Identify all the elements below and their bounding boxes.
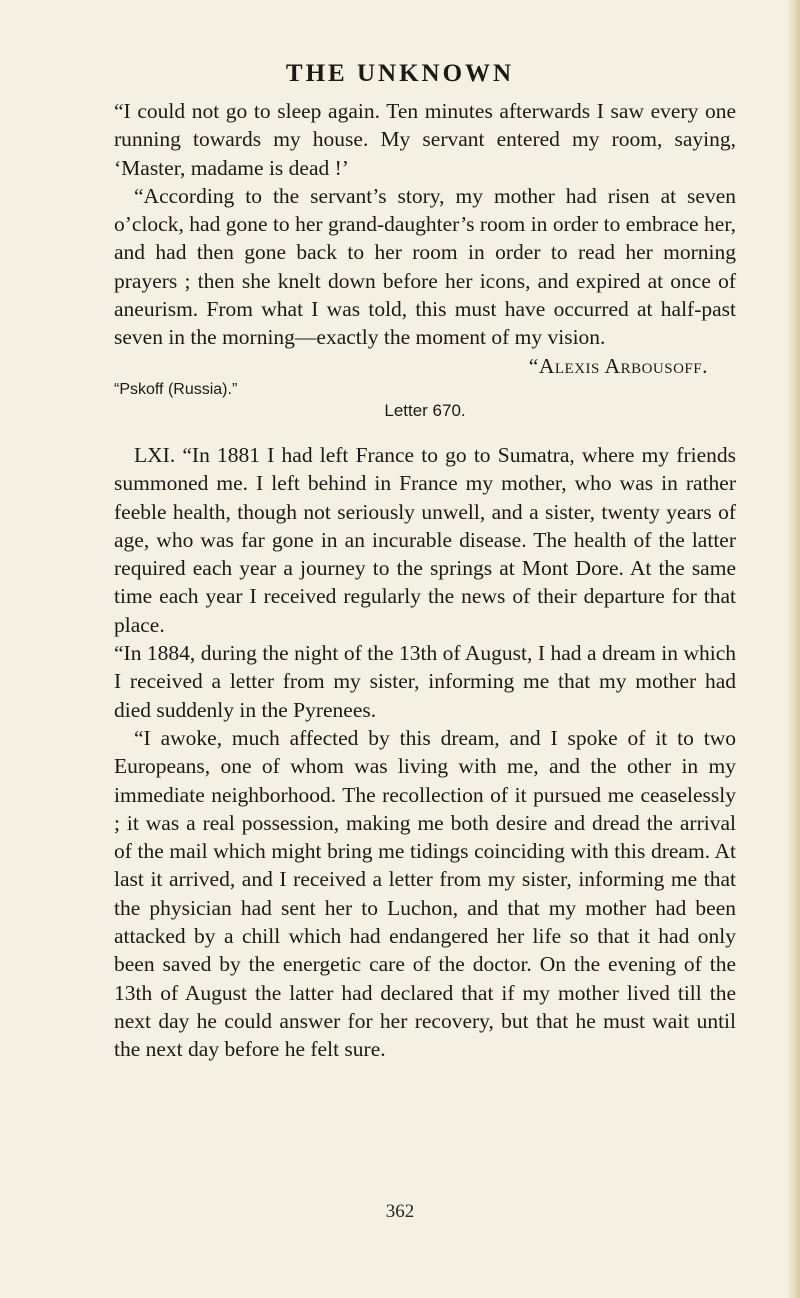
running-header: THE UNKNOWN bbox=[285, 60, 515, 87]
paragraph-1: “I could not go to sleep again. Ten minutes afterwards I saw every one running towards my house. My servant entered my room, saying, ‘Master, madame is dead !’ bbox=[114, 99, 736, 180]
paragraph-4: “In 1884, during the night of the 13th of August, I had a dream in which I received a letter from my sister, informing me that my mother had died suddenly in the Pyrenees. bbox=[114, 641, 736, 722]
paragraph-2: “According to the servant’s story, my mother had risen at seven o’clock, had gone to her grand-daughter’s room in order to embrace her, and had then gone back to her room in order to read her morning prayers ; then she knelt down before her icons, and expired at once of aneurism. From what I was told, this must have occurred at half-past seven in the morning—exactly the moment of my vision. bbox=[114, 183, 736, 350]
letter-number-label: Letter 670. bbox=[384, 400, 466, 420]
paragraph-3: LXI. “In 1881 I had left France to go to Sumatra, where my friends summoned me. I left behind in France my mother, who was in rather feeble health, though not seriously unwell, and a sister, twenty years of age, who was far gone in an incurable disease. The health of the latter required each year a journey to the springs at Mont Dore. At the same time each year I received regularly the news of their departure for that place. bbox=[114, 442, 736, 637]
paragraph-5: “I awoke, much affected by this dream, and I spoke of it to two Europeans, one of whom was living with me, and the other in my immediate neighborhood. The recollection of it pursued me ceaselessly ; it was a real possession, making me both desire and dread the arrival of the mail which might bring me tidings coinciding with this dream. At last it arrived, and I received a letter from my sister, informing me that the physician had sent her to Luchon, and that my mother had been attacked by a chill which had endangered her life so that it had only been saved by the energetic care of the doctor. On the evening of the 13th of August the latter had declared that if my mother lived till the next day he could answer for her recovery, but that he must wait until the next day before he felt sure. bbox=[114, 725, 736, 1062]
page-number: 362 bbox=[385, 1201, 415, 1222]
main-text bbox=[114, 97, 736, 1064]
letter-place: “Pskoff (Russia).” bbox=[114, 380, 238, 398]
page-edge-shadow bbox=[786, 0, 800, 1298]
letter-signature: “Alexis Arbousoff. bbox=[528, 353, 708, 378]
